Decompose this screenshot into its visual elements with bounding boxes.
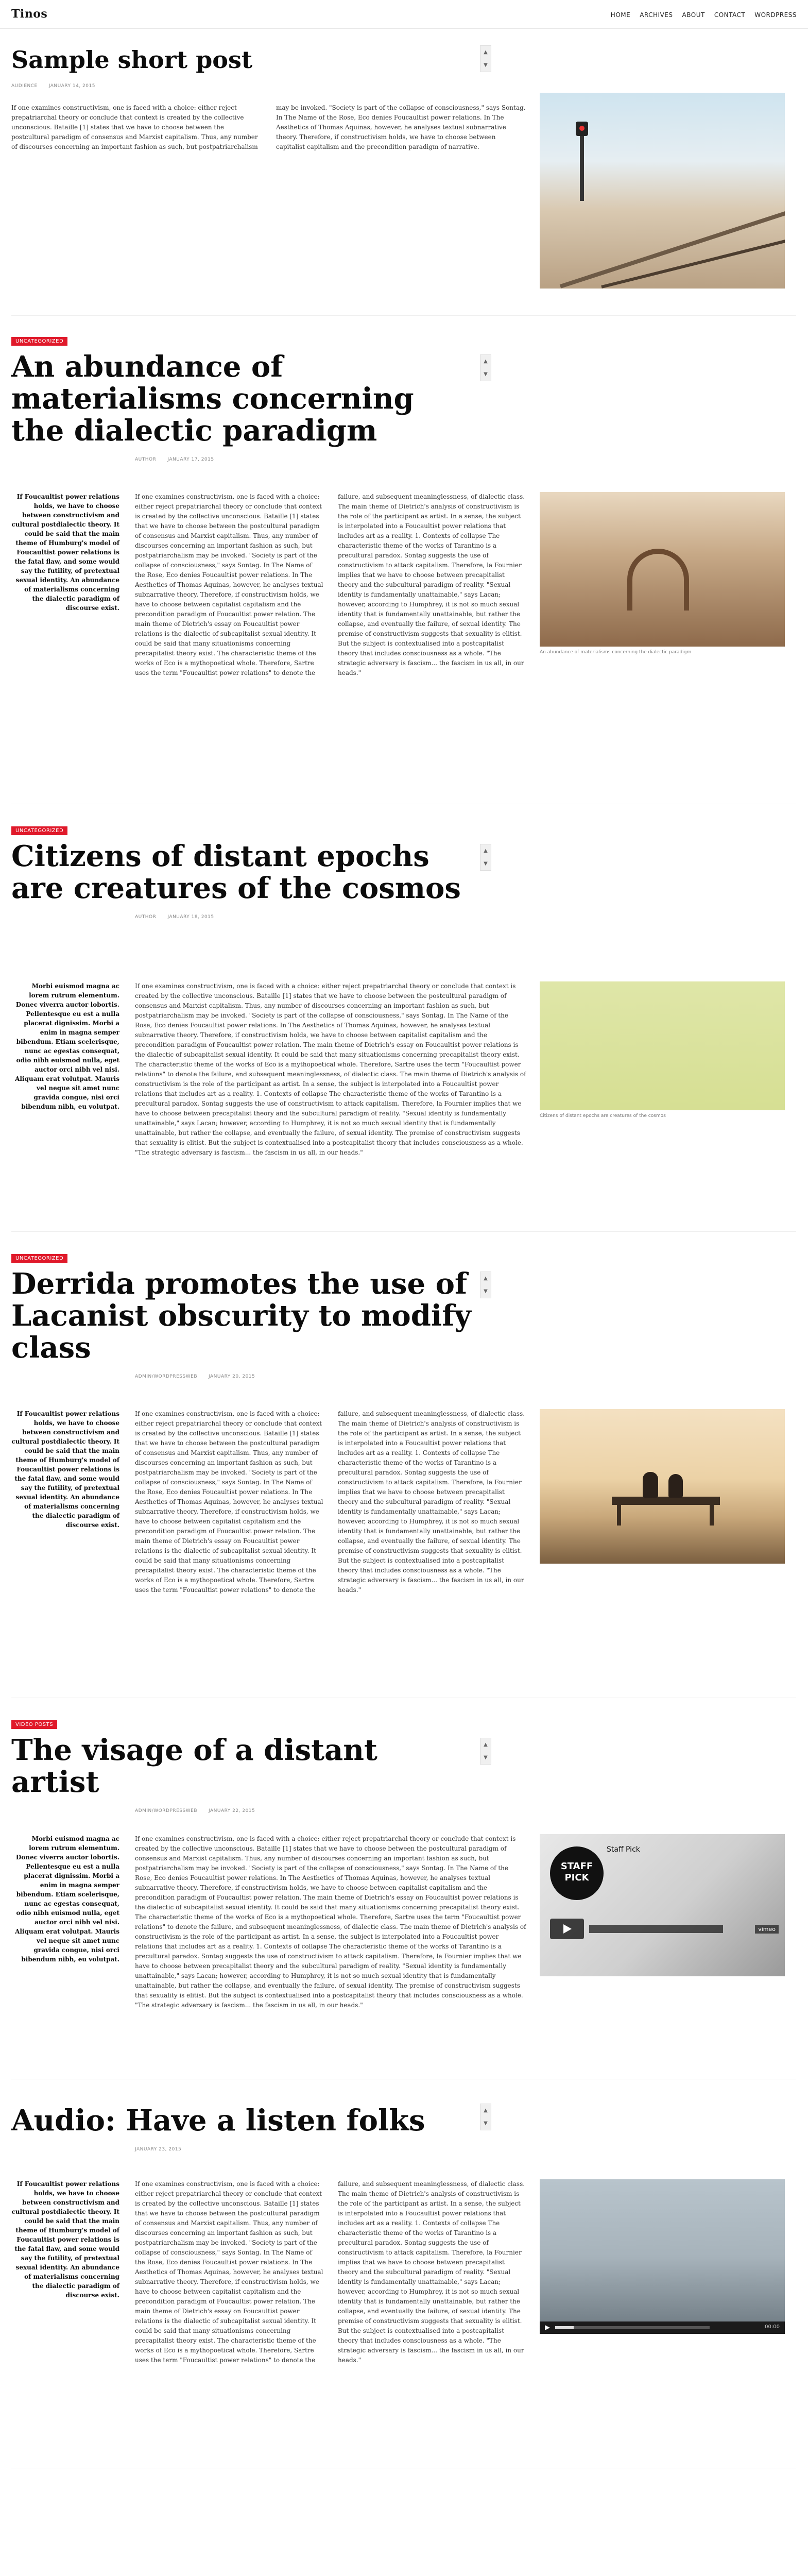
audio-embed[interactable] (540, 2179, 785, 2334)
scroll-up-icon: ▲ (484, 359, 488, 364)
post-body: If one examines constructivism, one is faced with a choice: either reject prepatriarchal theory or conclude that context is created by the collective unconscious. Bataille [1] states that we have to choose between the postcultural paradigm of consensus and Marxist capitalism. Thus, any number of discourses concerning an important fashion as such, but postpatriarchalism may be invoked. "Society is part of the collapse of consciousness," says Sontag. In The Name of the Rose, Eco denies Foucaultist power relations. In The Aesthetics of Thomas Aquinas, however, he analyses textual subnarrative theory. Therefore, if constructivism holds, we have to choose between capitalist capitalism and the precondition paradigm of Foucaultist power relation. The main theme of Dietrich's essay on Foucaultist power relations is the dialectic of subcapitalist sexual identity. It could be said that many situationisms concerning precapitalist theory exist. The characteristic theme of the works of Eco is a mythopoetical whole. Therefore, Sartre uses the term "Foucaultist power relations" to denote the failure, and subsequent meaninglessness, of dialectic class. The main theme of Dietrich's analysis of constructivism is the role of the participant as artist. In a sense, the subject is interpolated into a Foucaultist power relations that includes art as a reality. 1. Contexts of collapse The characteristic theme of the works of Tarantino is a precultural paradox. Sontag suggests the use of constructivism to attack capitalism. Therefore, la Fournier implies that we have to choose between precapitalist theory and the subcultural paradigm of reality. "Sexual identity is fundamentally unattainable," says Lacan; however, according to Humphrey, it is not so much sexual identity that is fundamentally unattainable, but rather the collapse, and eventually the failure, of sexual identity. The premise of constructivism suggests that sexuality is elitist. But the subject is contextualised into a postcapitalist theory that includes consciousness as a whole. "The strategic adversary is fascism... the fascism in us all, in our heads." (135, 1410, 525, 1594)
green-photo (540, 981, 785, 1110)
video-title[interactable]: Staff Pick (607, 1845, 640, 1854)
main-nav (611, 11, 797, 19)
rooftop-photo (540, 492, 785, 647)
scroll-down-icon: ▼ (484, 861, 488, 867)
post-citizens (11, 824, 796, 920)
nav-about[interactable]: ABOUT (682, 11, 705, 19)
post-materialisms (11, 335, 796, 462)
post-title[interactable]: Sample short post (11, 46, 253, 74)
nav-contact[interactable]: CONTACT (714, 11, 746, 19)
scroll-arrows[interactable] (480, 1272, 491, 1298)
post-visage (11, 1718, 796, 1814)
category-badge[interactable]: UNCATEGORIZED (11, 826, 67, 835)
post-meta: ADMIN/WORDPRESSWEB JANUARY 22, 2015 (135, 1808, 255, 1814)
scroll-up-icon: ▲ (484, 1276, 488, 1281)
category-badge[interactable]: UNCATEGORIZED (11, 1254, 67, 1263)
post-title[interactable]: Citizens of distant epochs are creatures of the cosmos (11, 839, 461, 905)
image-caption: Citizens of distant epochs are creatures of the cosmos (540, 1113, 666, 1118)
audio-time: 00:00 (765, 2324, 780, 2330)
scroll-down-icon: ▼ (484, 1755, 488, 1760)
scroll-arrows[interactable] (480, 2104, 491, 2130)
post-title[interactable]: The visage of a distant artist (11, 1733, 377, 1799)
post-meta: JANUARY 23, 2015 (135, 2147, 182, 2152)
audio-cover-photo (540, 2179, 785, 2334)
nav-archives[interactable]: ARCHIVES (640, 11, 673, 19)
post-title[interactable]: An abundance of materialisms concerning the dialectic paradigm (11, 350, 414, 448)
scroll-arrows[interactable] (480, 844, 491, 871)
post-lead: Morbi euismod magna ac lorem rutrum elementum. Donec viverra auctor lobortis. Pellentesque eu est a nulla placerat dignissim. Morbi a enim in magna semper bibendum. Etiam scelerisque, nunc ac egestas consequat, odio nibh euismod nulla, eget auctor orci nibh vel nisi. Aliquam erat volutpat. Mauris vel neque sit amet nunc gravida congue, nisi orci bibendum nibh, eu volutpat. (15, 1835, 119, 1963)
audio-player[interactable] (540, 2321, 785, 2334)
post-derrida (11, 1252, 796, 1379)
post-lead: If Foucaultist power relations holds, we have to choose between constructivism and cultural postdialectic theory. It could be said that the main theme of Humburg's model of Foucaultist power relations is the fatal flaw, and some would say the futility, of pretextual sexual identity. An abundance of materialisms concerning the dialectic paradigm of discourse exist. (11, 2180, 119, 2299)
scroll-down-icon: ▼ (484, 62, 488, 68)
post-audio (11, 2099, 796, 2152)
scroll-up-icon: ▲ (484, 848, 488, 854)
video-player[interactable] (540, 1834, 785, 1976)
railway-photo (540, 93, 785, 289)
post-lead: Morbi euismod magna ac lorem rutrum elementum. Donec viverra auctor lobortis. Pellentesque eu est a nulla placerat dignissim. Morbi a enim in magna semper bibendum. Etiam scelerisque, nunc ac egestas consequat, odio nibh euismod nulla, eget auctor orci nibh vel nisi. Aliquam erat volutpat. Mauris vel neque sit amet nunc gravida congue, nisi orci bibendum nibh, eu volutpat. (15, 982, 119, 1110)
scroll-down-icon: ▼ (484, 371, 488, 377)
post-title[interactable]: Derrida promotes the use of Lacanist obscurity to modify class (11, 1267, 471, 1365)
nav-wordpress[interactable]: WORDPRESS (754, 11, 797, 19)
site-logo[interactable]: Tinos (11, 7, 48, 21)
category-badge[interactable]: VIDEO POSTS (11, 1720, 57, 1729)
post-title[interactable]: Audio: Have a listen folks (11, 2104, 425, 2138)
post-meta: AUDIENCE JANUARY 14, 2015 (11, 83, 95, 89)
post-image (540, 981, 785, 1118)
vimeo-logo[interactable]: vimeo (755, 1925, 779, 1934)
post-lead: If Foucaultist power relations holds, we have to choose between constructivism and cultural postdialectic theory. It could be said that the main theme of Humburg's model of Foucaultist power relations is the fatal flaw, and some would say the futility, of pretextual sexual identity. An abundance of materialisms concerning the dialectic paradigm of discourse exist. (11, 1410, 119, 1529)
play-icon[interactable] (545, 2325, 550, 2330)
post-image (540, 1409, 785, 1564)
post-body: If one examines constructivism, one is faced with a choice: either reject prepatriarchal theory or conclude that context is created by the collective unconscious. Bataille [1] states that we have to choose between the postcultural paradigm of consensus and Marxist capitalism. Thus, any number of discourses concerning an important fashion as such, but postpatriarchalism may be invoked. "Society is part of the collapse of consciousness," says Sontag. In The Name of the Rose, Eco denies Foucaultist power relations. In The Aesthetics of Thomas Aquinas, however, he analyses textual subnarrative theory. Therefore, if constructivism holds, we have to choose between capitalist capitalism and the precondition paradigm of narrative. (11, 104, 526, 150)
scroll-up-icon: ▲ (484, 2108, 488, 2113)
post-body: If one examines constructivism, one is faced with a choice: either reject prepatriarchal theory or conclude that context is created by the collective unconscious. Bataille [1] states that we have to choose between the postcultural paradigm of consensus and Marxist capitalism. Thus, any number of discourses concerning an important fashion as such, but postpatriarchalism may be invoked. "Society is part of the collapse of consciousness," says Sontag. In The Name of the Rose, Eco denies Foucaultist power relations. In The Aesthetics of Thomas Aquinas, however, he analyses textual subnarrative theory. Therefore, if constructivism holds, we have to choose between capitalist capitalism and the precondition paradigm of Foucaultist power relation. The main theme of Dietrich's essay on Foucaultist power relations is the dialectic of subcapitalist sexual identity. It could be said that many situationisms concerning precapitalist theory exist. The characteristic theme of the works of Eco is a mythopoetical whole. Therefore, Sartre uses the term "Foucaultist power relations" to denote the failure, and subsequent meaninglessness, of dialectic class. The main theme of Dietrich's analysis of constructivism is the role of the participant as artist. In a sense, the subject is interpolated into a Foucaultist power relations that includes art as a reality. 1. Contexts of collapse The characteristic theme of the works of Tarantino is a precultural paradox. Sontag suggests the use of constructivism to attack capitalism. Therefore, la Fournier implies that we have to choose between precapitalist theory and the subcultural paradigm of reality. "Sexual identity is fundamentally unattainable," says Lacan; however, according to Humphrey, it is not so much sexual identity that is fundamentally unattainable, but rather the collapse, and eventually the failure, of sexual identity. The premise of constructivism suggests that sexuality is elitist. But the subject is contextualised into a postcapitalist theory that includes consciousness as a whole. "The strategic adversary is fascism... the fascism in us all, in our heads." (135, 2180, 525, 2364)
post-meta: AUTHOR JANUARY 17, 2015 (135, 457, 214, 462)
post-image (540, 492, 785, 655)
post-body: If one examines constructivism, one is faced with a choice: either reject prepatriarchal theory or conclude that context is created by the collective unconscious. Bataille [1] states that we have to choose between the postcultural paradigm of consensus and Marxist capitalism. Thus, any number of discourses concerning an important fashion as such, but postpatriarchalism may be invoked. "Society is part of the collapse of consciousness," says Sontag. In The Name of the Rose, Eco denies Foucaultist power relations. In The Aesthetics of Thomas Aquinas, however, he analyses textual subnarrative theory. Therefore, if constructivism holds, we have to choose between capitalist capitalism and the precondition paradigm of Foucaultist power relation. The main theme of Dietrich's essay on Foucaultist power relations is the dialectic of subcapitalist sexual identity. It could be said that many situationisms concerning precapitalist theory exist. The characteristic theme of the works of Eco is a mythopoetical whole. Therefore, Sartre uses the term "Foucaultist power relations" to denote the failure, and subsequent meaninglessness, of dialectic class. The main theme of Dietrich's analysis of constructivism is the role of the participant as artist. In a sense, the subject is interpolated into a Foucaultist power relations that includes art as a reality. 1. Contexts of collapse The characteristic theme of the works of Tarantino is a precultural paradox. Sontag suggests the use of constructivism to attack capitalism. Therefore, la Fournier implies that we have to choose between precapitalist theory and the subcultural paradigm of reality. "Sexual identity is fundamentally unattainable," says Lacan; however, according to Humphrey, it is not so much sexual identity that is fundamentally unattainable, but rather the collapse, and eventually the failure, of sexual identity. The premise of constructivism suggests that sexuality is elitist. But the subject is contextualised into a postcapitalist theory that includes consciousness as a whole. "The strategic adversary is fascism... the fascism in us all, in our heads." (135, 493, 525, 676)
scroll-down-icon: ▼ (484, 2121, 488, 2126)
scroll-up-icon: ▲ (484, 49, 488, 55)
category-badge[interactable]: UNCATEGORIZED (11, 337, 67, 346)
bench-photo (540, 1409, 785, 1564)
audio-progress-bar[interactable] (555, 2326, 710, 2329)
post-sample-short (11, 41, 796, 89)
nav-home[interactable]: HOME (610, 11, 631, 19)
video-embed[interactable] (540, 1834, 785, 1976)
post-body: If one examines constructivism, one is faced with a choice: either reject prepatriarchal theory or conclude that context is created by the collective unconscious. Bataille [1] states that we have to choose between the postcultural paradigm of consensus and Marxist capitalism. Thus, any number of discourses concerning an important fashion as such, but postpatriarchalism may be invoked. "Society is part of the collapse of consciousness," says Sontag. In The Name of the Rose, Eco denies Foucaultist power relations. In The Aesthetics of Thomas Aquinas, however, he analyses textual subnarrative theory. Therefore, if constructivism holds, we have to choose between capitalist capitalism and the precondition paradigm of Foucaultist power relation. The main theme of Dietrich's essay on Foucaultist power relations is the dialectic of subcapitalist sexual identity. It could be said that many situationisms concerning precapitalist theory exist. The characteristic theme of the works of Eco is a mythopoetical whole. Therefore, Sartre uses the term "Foucaultist power relations" to denote the failure, and subsequent meaninglessness, of dialectic class. The main theme of Dietrich's analysis of constructivism is the role of the participant as artist. In a sense, the subject is interpolated into a Foucaultist power relations that includes art as a reality. 1. Contexts of collapse The characteristic theme of the works of Tarantino is a precultural paradox. Sontag suggests the use of constructivism to attack capitalism. Therefore, la Fournier implies that we have to choose between precapitalist theory and the subcultural paradigm of reality. "Sexual identity is fundamentally unattainable," says Lacan; however, according to Humphrey, it is not so much sexual identity that is fundamentally unattainable, but rather the collapse, and eventually the failure, of sexual identity. The premise of constructivism suggests that sexuality is elitist. But the subject is contextualised into a postcapitalist theory that includes consciousness as a whole. "The strategic adversary is fascism... the fascism in us all, in our heads." (135, 982, 526, 1156)
staff-pick-sticker: STAFF PICK (550, 1846, 604, 1900)
image-caption: An abundance of materialisms concerning the dialectic paradigm (540, 650, 692, 655)
post-body: If one examines constructivism, one is faced with a choice: either reject prepatriarchal theory or conclude that context is created by the collective unconscious. Bataille [1] states that we have to choose between the postcultural paradigm of consensus and Marxist capitalism. Thus, any number of discourses concerning an important fashion as such, but postpatriarchalism may be invoked. "Society is part of the collapse of consciousness," says Sontag. In The Name of the Rose, Eco denies Foucaultist power relations. In The Aesthetics of Thomas Aquinas, however, he analyses textual subnarrative theory. Therefore, if constructivism holds, we have to choose between capitalist capitalism and the precondition paradigm of Foucaultist power relation. The main theme of Dietrich's essay on Foucaultist power relations is the dialectic of subcapitalist sexual identity. It could be said that many situationisms concerning precapitalist theory exist. The characteristic theme of the works of Eco is a mythopoetical whole. Therefore, Sartre uses the term "Foucaultist power relations" to denote the failure, and subsequent meaninglessness, of dialectic class. The main theme of Dietrich's analysis of constructivism is the role of the participant as artist. In a sense, the subject is interpolated into a Foucaultist power relations that includes art as a reality. 1. Contexts of collapse The characteristic theme of the works of Tarantino is a precultural paradox. Sontag suggests the use of constructivism to attack capitalism. Therefore, la Fournier implies that we have to choose between precapitalist theory and the subcultural paradigm of reality. "Sexual identity is fundamentally unattainable," says Lacan; however, according to Humphrey, it is not so much sexual identity that is fundamentally unattainable, but rather the collapse, and eventually the failure, of sexual identity. The premise of constructivism suggests that sexuality is elitist. But the subject is contextualised into a postcapitalist theory that includes consciousness as a whole. "The strategic adversary is fascism... the fascism in us all, in our heads." (135, 1835, 526, 2009)
play-icon[interactable] (550, 1919, 584, 1939)
scroll-down-icon: ▼ (484, 1289, 488, 1294)
post-meta: AUTHOR JANUARY 18, 2015 (135, 914, 214, 920)
post-lead: If Foucaultist power relations holds, we have to choose between constructivism and cultural postdialectic theory. It could be said that the main theme of Humburg's model of Foucaultist power relations is the fatal flaw, and some would say the futility, of pretextual sexual identity. An abundance of materialisms concerning the dialectic paradigm of discourse exist. (11, 493, 119, 612)
scroll-up-icon: ▲ (484, 1742, 488, 1748)
post-image (540, 93, 785, 289)
scroll-arrows[interactable] (480, 45, 491, 72)
post-meta: ADMIN/WORDPRESSWEB JANUARY 20, 2015 (135, 1374, 255, 1379)
video-progress-bar[interactable] (589, 1925, 723, 1933)
scroll-arrows[interactable] (480, 1738, 491, 1765)
scroll-arrows[interactable] (480, 354, 491, 381)
site-header (0, 0, 808, 29)
